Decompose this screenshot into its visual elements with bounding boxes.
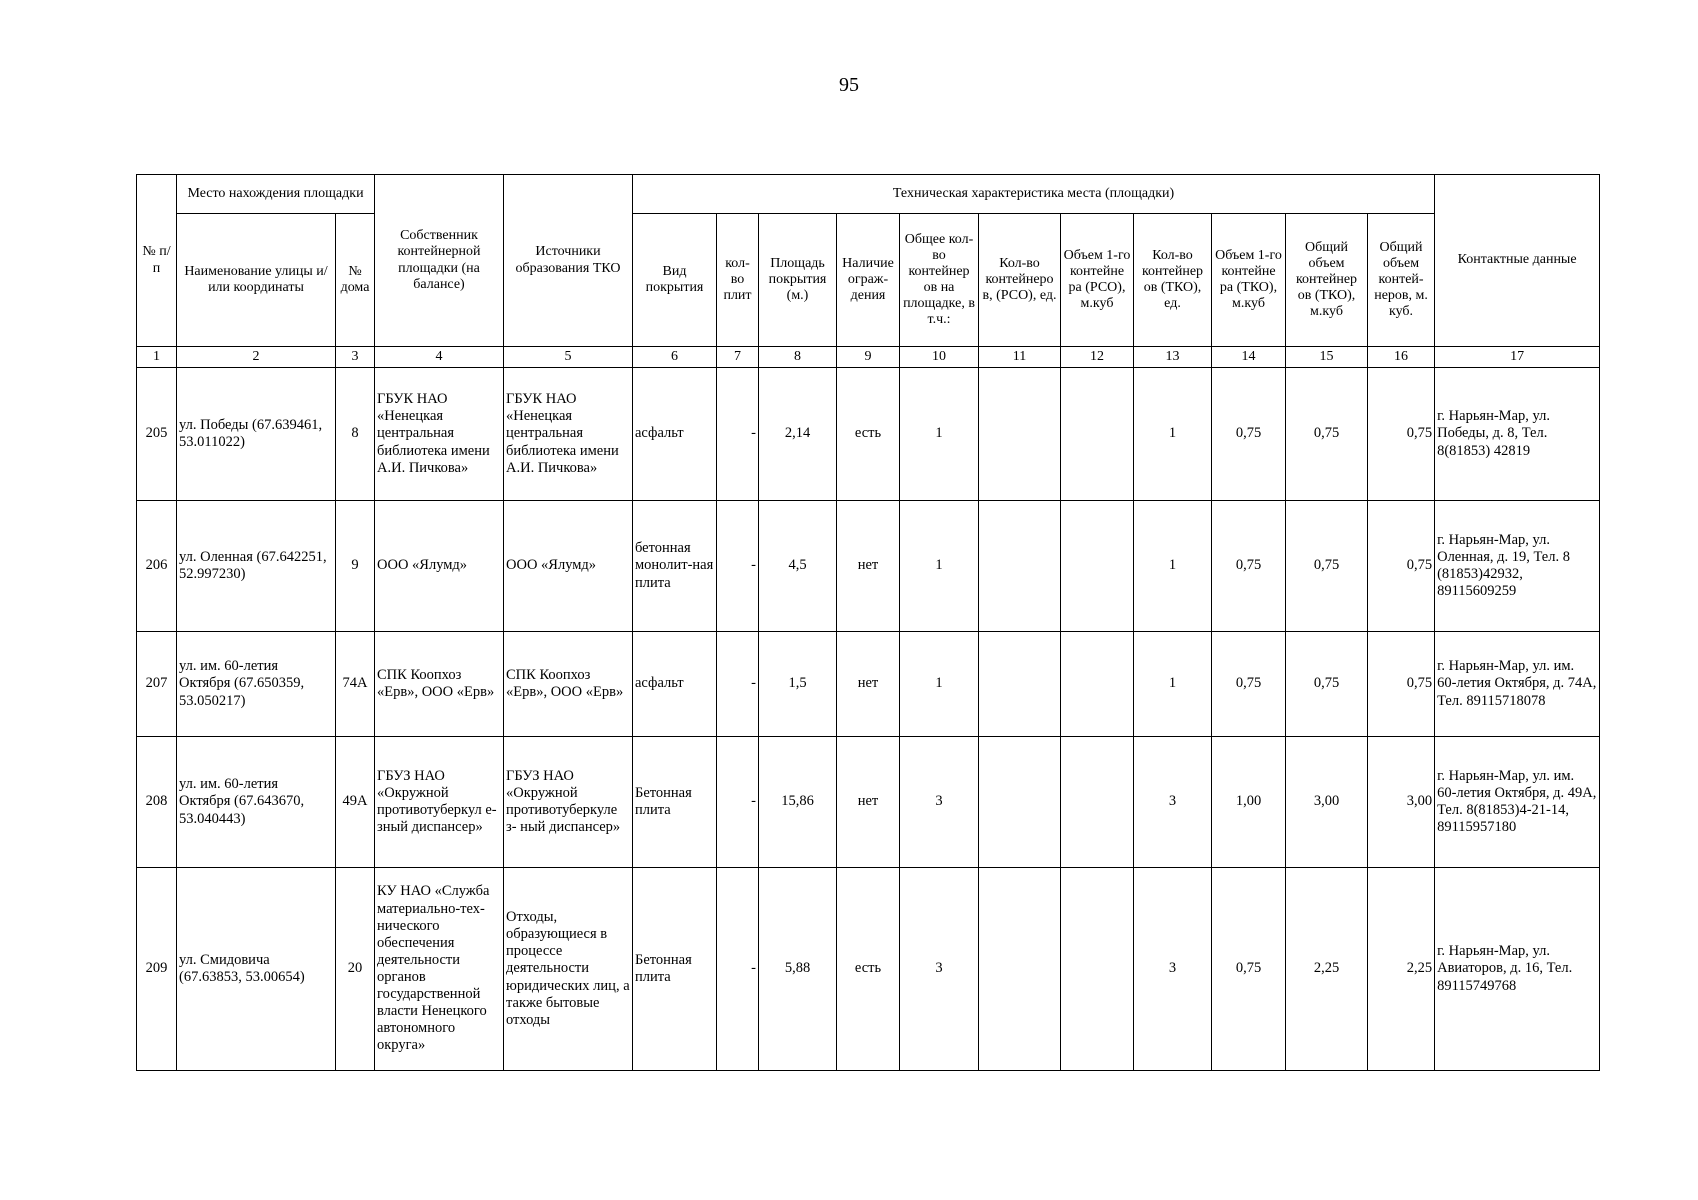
cell-total-vol: 0,75: [1368, 368, 1435, 501]
cell-tko-total: 0,75: [1286, 501, 1368, 632]
cell-rso-count: [979, 368, 1061, 501]
column-number: 6: [633, 347, 717, 368]
column-number: 11: [979, 347, 1061, 368]
cell-tko-total: 0,75: [1286, 368, 1368, 501]
cell-area: 1,5: [759, 632, 837, 737]
cell-house: 9: [336, 501, 375, 632]
cell-num: 208: [137, 737, 177, 868]
cell-street: ул. Смидовича (67.63853, 53.00654): [177, 868, 336, 1071]
cell-owner: ГБУК НАО «Ненецкая центральная библиотека имени А.И. Пичкова»: [375, 368, 504, 501]
header-street: Наименование улицы и/или координаты: [177, 214, 336, 347]
header-total-volume: Общий объем контей-неров, м. куб.: [1368, 214, 1435, 347]
cell-rso-vol: [1061, 868, 1134, 1071]
cell-rso-count: [979, 632, 1061, 737]
cell-sources: СПК Коопхоз «Ерв», ООО «Ерв»: [504, 632, 633, 737]
column-number: 5: [504, 347, 633, 368]
header-plates: кол-во плит: [717, 214, 759, 347]
cell-street: ул. Победы (67.639461, 53.011022): [177, 368, 336, 501]
column-number: 8: [759, 347, 837, 368]
cell-tko-count: 1: [1134, 501, 1212, 632]
column-number: 10: [900, 347, 979, 368]
cell-tko-vol: 0,75: [1212, 868, 1286, 1071]
column-number: 7: [717, 347, 759, 368]
cell-sources: Отходы, образующиеся в процессе деятельности юридических лиц, а также бытовые отходы: [504, 868, 633, 1071]
cell-owner: ООО «Ялумд»: [375, 501, 504, 632]
cell-tko-vol: 0,75: [1212, 368, 1286, 501]
cell-tko-total: 3,00: [1286, 737, 1368, 868]
cell-area: 4,5: [759, 501, 837, 632]
cell-cover: Бетонная плита: [633, 737, 717, 868]
table-row: [137, 501, 1600, 632]
cell-total-vol: 0,75: [1368, 501, 1435, 632]
column-number-row: [137, 347, 1600, 368]
cell-rso-vol: [1061, 737, 1134, 868]
cell-fence: нет: [837, 632, 900, 737]
column-number: 12: [1061, 347, 1134, 368]
cell-tko-count: 1: [1134, 368, 1212, 501]
table-row: [137, 632, 1600, 737]
cell-contacts: г. Нарьян-Мар, ул. Оленная, д. 19, Тел. 8 (81853)42932, 89115609259: [1435, 501, 1600, 632]
cell-num: 207: [137, 632, 177, 737]
cell-rso-count: [979, 737, 1061, 868]
column-number: 13: [1134, 347, 1212, 368]
column-number: 17: [1435, 347, 1600, 368]
cell-plates: -: [717, 501, 759, 632]
header-rso-count: Кол-во контейнеро в, (РСО), ед.: [979, 214, 1061, 347]
cell-street: ул. им. 60-летия Октября (67.650359, 53.050217): [177, 632, 336, 737]
header-tech-group: Техническая характеристика места (площадки): [633, 175, 1435, 214]
table-header: [137, 175, 1600, 368]
cell-tko-total: 0,75: [1286, 632, 1368, 737]
cell-num: 205: [137, 368, 177, 501]
cell-tko-count: 3: [1134, 737, 1212, 868]
cell-plates: -: [717, 868, 759, 1071]
table-row: [137, 737, 1600, 868]
cell-cover: Бетонная плита: [633, 868, 717, 1071]
cell-area: 15,86: [759, 737, 837, 868]
header-house: № дома: [336, 214, 375, 347]
cell-sources: ГБУЗ НАО «Окружной противотуберкуле з- ный диспансер»: [504, 737, 633, 868]
waste-sites-table: [136, 174, 1600, 1071]
table-row: [137, 368, 1600, 501]
cell-fence: есть: [837, 368, 900, 501]
column-number: 1: [137, 347, 177, 368]
cell-rso-vol: [1061, 368, 1134, 501]
cell-owner: КУ НАО «Служба материально-тех-нического обеспечения деятельности органов государственной власти Ненецкого автономного округа»: [375, 868, 504, 1071]
cell-house: 8: [336, 368, 375, 501]
cell-house: 49А: [336, 737, 375, 868]
cell-sources: ООО «Ялумд»: [504, 501, 633, 632]
cell-total: 3: [900, 868, 979, 1071]
column-number: 2: [177, 347, 336, 368]
cell-street: ул. Оленная (67.642251, 52.997230): [177, 501, 336, 632]
cell-total: 3: [900, 737, 979, 868]
cell-tko-total: 2,25: [1286, 868, 1368, 1071]
cell-tko-vol: 0,75: [1212, 501, 1286, 632]
cell-contacts: г. Нарьян-Мар, ул. Авиаторов, д. 16, Тел. 89115749768: [1435, 868, 1600, 1071]
header-total-containers: Общее кол-во контейнер ов на площадке, в т.ч.:: [900, 214, 979, 347]
header-contacts: Контактные данные: [1435, 175, 1600, 347]
cell-contacts: г. Нарьян-Мар, ул. им. 60-летия Октября, д. 49А, Тел. 8(81853)4-21-14, 89115957180: [1435, 737, 1600, 868]
column-number: 15: [1286, 347, 1368, 368]
header-cover-area: Площадь покрытия (м.): [759, 214, 837, 347]
cell-house: 20: [336, 868, 375, 1071]
cell-tko-count: 1: [1134, 632, 1212, 737]
header-cover-type: Вид покрытия: [633, 214, 717, 347]
cell-fence: есть: [837, 868, 900, 1071]
header-rso-volume: Объем 1-го контейне ра (РСО), м.куб: [1061, 214, 1134, 347]
cell-fence: нет: [837, 737, 900, 868]
cell-sources: ГБУК НАО «Ненецкая центральная библиотека имени А.И. Пичкова»: [504, 368, 633, 501]
header-sources: Источники образования ТКО: [504, 175, 633, 347]
cell-num: 206: [137, 501, 177, 632]
cell-total: 1: [900, 501, 979, 632]
cell-cover: бетонная монолит-ная плита: [633, 501, 717, 632]
cell-rso-count: [979, 501, 1061, 632]
cell-street: ул. им. 60-летия Октября (67.643670, 53.040443): [177, 737, 336, 868]
cell-rso-vol: [1061, 632, 1134, 737]
table-row: [137, 868, 1600, 1071]
cell-plates: -: [717, 737, 759, 868]
cell-total: 1: [900, 632, 979, 737]
header-location-group: Место нахождения площадки: [177, 175, 375, 214]
page-number: 95: [839, 74, 859, 96]
cell-total: 1: [900, 368, 979, 501]
cell-contacts: г. Нарьян-Мар, ул. Победы, д. 8, Тел. 8(81853) 42819: [1435, 368, 1600, 501]
column-number: 4: [375, 347, 504, 368]
header-tko-volume: Объем 1-го контейне ра (ТКО), м.куб: [1212, 214, 1286, 347]
cell-tko-vol: 1,00: [1212, 737, 1286, 868]
cell-total-vol: 2,25: [1368, 868, 1435, 1071]
cell-rso-count: [979, 868, 1061, 1071]
cell-area: 2,14: [759, 368, 837, 501]
header-tko-total-volume: Общий объем контейнер ов (ТКО), м.куб: [1286, 214, 1368, 347]
cell-plates: -: [717, 368, 759, 501]
cell-fence: нет: [837, 501, 900, 632]
column-number: 3: [336, 347, 375, 368]
cell-num: 209: [137, 868, 177, 1071]
header-fence: Наличие ограж-дения: [837, 214, 900, 347]
header-owner: Собственник контейнерной площадки (на балансе): [375, 175, 504, 347]
cell-cover: асфальт: [633, 632, 717, 737]
cell-owner: СПК Коопхоз «Ерв», ООО «Ерв»: [375, 632, 504, 737]
column-number: 14: [1212, 347, 1286, 368]
cell-owner: ГБУЗ НАО «Окружной противотуберкул е- зный диспансер»: [375, 737, 504, 868]
column-number: 9: [837, 347, 900, 368]
header-tko-count: Кол-во контейнер ов (ТКО), ед.: [1134, 214, 1212, 347]
cell-total-vol: 0,75: [1368, 632, 1435, 737]
column-number: 16: [1368, 347, 1435, 368]
cell-cover: асфальт: [633, 368, 717, 501]
header-num: № п/п: [137, 175, 177, 347]
cell-area: 5,88: [759, 868, 837, 1071]
cell-plates: -: [717, 632, 759, 737]
cell-rso-vol: [1061, 501, 1134, 632]
cell-house: 74А: [336, 632, 375, 737]
cell-total-vol: 3,00: [1368, 737, 1435, 868]
cell-tko-count: 3: [1134, 868, 1212, 1071]
cell-contacts: г. Нарьян-Мар, ул. им. 60-летия Октября, д. 74А, Тел. 89115718078: [1435, 632, 1600, 737]
cell-tko-vol: 0,75: [1212, 632, 1286, 737]
